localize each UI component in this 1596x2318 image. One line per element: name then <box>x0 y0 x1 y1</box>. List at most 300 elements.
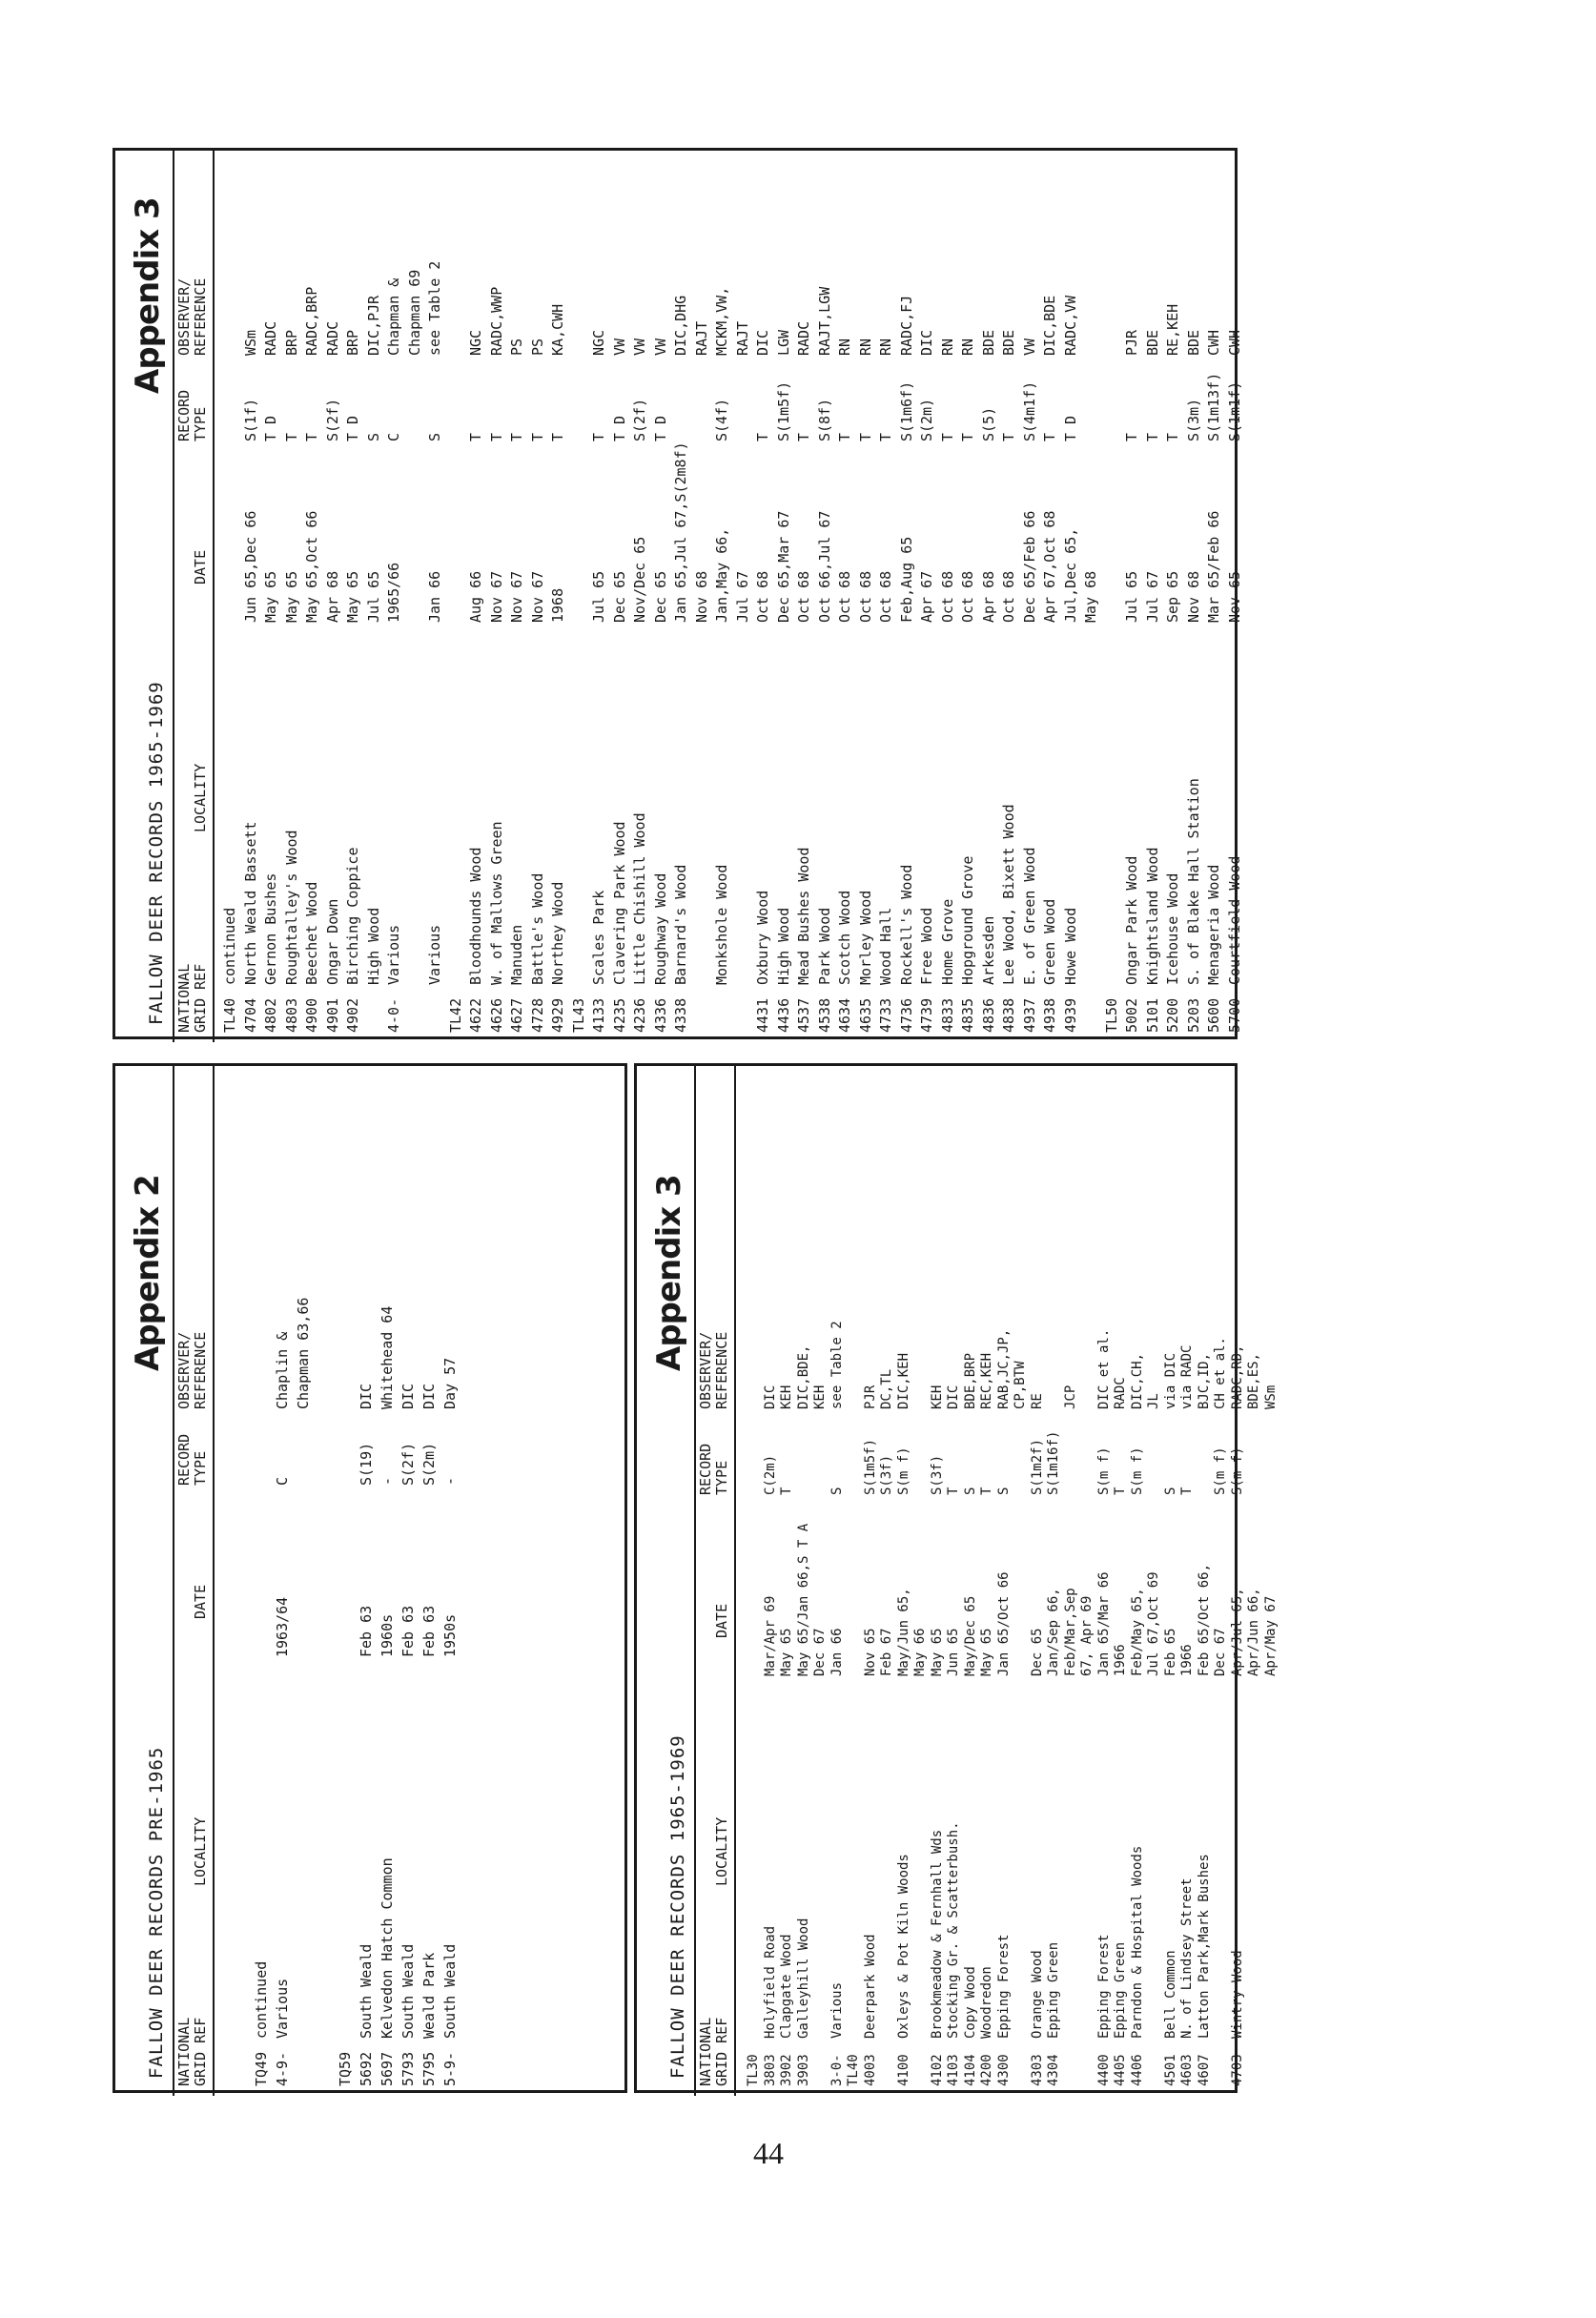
type-cell: S(m f) <box>1229 1446 1245 1495</box>
grid-cell: 5697 <box>379 2051 396 2086</box>
grid-cell: 4627 <box>508 997 525 1033</box>
grid-cell: TL50 <box>1102 997 1120 1033</box>
date-cell: Dec 65 <box>651 570 669 623</box>
type-cell: T <box>467 432 484 441</box>
record-type-header <box>176 390 209 441</box>
locality-cell: Gernon Bushes <box>262 872 279 985</box>
obs-cell: DIC,PJR <box>364 295 382 356</box>
locality-cell: E. of Green Wood <box>1020 847 1038 985</box>
date-cell: Jul,Dec 65, <box>1061 527 1079 623</box>
obs-cell: RADC,VW <box>1061 295 1079 356</box>
record-type-header <box>698 1444 730 1495</box>
date-cell: Feb,Aug 65 <box>897 536 915 623</box>
type-cell: T <box>795 432 812 441</box>
locality-cell: Courtfield Wood <box>1225 855 1243 985</box>
grid-cell: 4703 <box>1229 2054 1245 2086</box>
grid-cell: 4736 <box>897 997 915 1033</box>
locality-cell: Hopground Grove <box>959 855 976 985</box>
grid-ref-header <box>176 2018 209 2086</box>
date-cell: Jul 65 <box>1123 570 1140 623</box>
type-cell: S(1m13f) <box>1205 372 1222 441</box>
obs-cell: BDE <box>1143 329 1161 356</box>
grid-cell: 4634 <box>836 997 853 1033</box>
appendix-heading: Appendix 2 <box>129 1175 167 1371</box>
table-title: FALLOW DEER RECORDS 1965-1969 <box>146 681 167 1025</box>
type-cell: T <box>282 432 300 441</box>
locality-cell: Northey Wood <box>549 881 566 985</box>
table-title: FALLOW DEER RECORDS PRE-1965 <box>146 1746 167 2079</box>
obs-cell: DIC <box>358 1383 375 1409</box>
obs-cell: RN <box>836 338 853 356</box>
type-cell: C <box>385 432 402 441</box>
type-cell: S <box>995 1487 1012 1495</box>
appendix-3-table-panel-right <box>113 148 1243 1039</box>
grid-cell: 4405 <box>1113 2054 1128 2086</box>
grid-cell: 4200 <box>979 2054 994 2086</box>
obs-cell: BDE,ES, <box>1246 1352 1261 1409</box>
type-cell: T <box>1041 432 1058 441</box>
type-cell: S(2m) <box>918 398 935 441</box>
appendix-2-table-panel <box>113 1063 627 2093</box>
type-cell: T <box>1123 432 1140 441</box>
obs-cell: BDE <box>1000 329 1017 356</box>
locality-cell: Kelvedon Hatch Common <box>379 1857 396 2039</box>
grid-ref-header-line: NATIONAL <box>175 963 193 1033</box>
grid-cell: 3-0- <box>829 2054 845 2086</box>
grid-cell: 3902 <box>779 2054 794 2086</box>
date-cell: Feb/Mar,Sep <box>1062 1588 1078 1676</box>
locality-cell: Arkesden <box>979 915 997 985</box>
appendix-3-table-panel-left <box>634 1063 1279 2093</box>
locality-cell: Wood Hall <box>877 907 894 985</box>
obs-cell: VW <box>651 338 669 356</box>
observer-header <box>176 278 209 356</box>
obs-cell: DIC <box>946 1385 961 1409</box>
grid-cell: 4-0- <box>385 997 402 1033</box>
date-cell: Jul 67 <box>733 570 751 623</box>
locality-cell: Orange Wood <box>1029 1950 1045 2039</box>
type-cell: T D <box>344 415 361 441</box>
grid-cell: 4836 <box>979 997 997 1033</box>
type-cell: S(1m5f) <box>862 1438 878 1495</box>
obs-cell: DIC,DHG <box>672 295 689 356</box>
obs-cell: DIC,KEH <box>895 1352 911 1409</box>
type-cell: S(1m5f) <box>774 380 792 441</box>
obs-cell: RADC <box>323 320 341 356</box>
grid-cell: TL42 <box>446 997 464 1033</box>
grid-cell: 4728 <box>528 997 546 1033</box>
grid-ref-header-line: GRID REF <box>192 2017 209 2086</box>
type-cell: S(3m) <box>1184 398 1202 441</box>
date-cell: Jan,May 66, <box>713 527 730 623</box>
type-cell: S <box>1162 1487 1178 1495</box>
locality-cell: High Wood <box>774 907 792 985</box>
date-cell: Nov 67 <box>508 570 525 623</box>
date-cell: Jul 65 <box>364 570 382 623</box>
column-header-row <box>173 1066 215 2096</box>
type-cell: S(2f) <box>399 1442 417 1486</box>
locality-cell: continued <box>221 907 238 985</box>
date-cell: May/Jun 65, <box>895 1588 911 1676</box>
locality-cell: Epping Forest <box>1095 1934 1112 2039</box>
rotated-table <box>115 1066 630 2096</box>
obs-cell: RAB,JC,JP, <box>995 1328 1012 1409</box>
date-cell: Jun 65,Dec 66 <box>241 510 259 623</box>
date-cell: Dec 67 <box>812 1628 828 1676</box>
grid-cell: 4431 <box>754 997 771 1033</box>
type-cell: T <box>779 1487 794 1495</box>
grid-cell: 4900 <box>303 997 320 1033</box>
type-cell: S(1m6f) <box>897 380 915 441</box>
record-type-header-line: TYPE <box>192 406 209 441</box>
grid-cell: 4304 <box>1046 2054 1061 2086</box>
obs-cell: Chapman & <box>385 277 402 356</box>
type-cell: T D <box>651 415 669 441</box>
locality-cell: Roughway Wood <box>651 872 669 985</box>
type-cell: T <box>754 432 771 441</box>
locality-cell: Stocking Gr. & Scatterbush. <box>946 1821 961 2039</box>
locality-cell: Monkshole Wood <box>713 864 730 985</box>
obs-cell: DIC <box>399 1383 417 1409</box>
date-cell: Apr 68 <box>979 570 997 623</box>
locality-cell: Icehouse Wood <box>1164 872 1181 985</box>
locality-cell: Galleyhill Wood <box>795 1918 811 2039</box>
grid-cell: 4338 <box>672 997 689 1033</box>
locality-cell: Rockell's Wood <box>897 864 915 985</box>
date-cell: Jan 66 <box>426 570 443 623</box>
date-cell: 1960s <box>379 1613 396 1657</box>
grid-cell: TL40 <box>846 2054 861 2086</box>
grid-cell: 4622 <box>467 997 484 1033</box>
grid-cell: 4406 <box>1129 2054 1145 2086</box>
type-cell: S(m f) <box>1129 1446 1145 1495</box>
grid-cell: 4901 <box>323 997 341 1033</box>
type-cell: T <box>1000 432 1017 441</box>
type-cell: S(1f) <box>241 398 259 441</box>
type-cell: S(m f) <box>1095 1446 1112 1495</box>
observer-header-line: REFERENCE <box>192 1331 209 1409</box>
obs-cell: JL <box>1146 1393 1161 1409</box>
date-cell: Feb 65/Oct 66, <box>1196 1563 1212 1676</box>
obs-cell: NGC <box>467 329 484 356</box>
date-header: DATE <box>192 549 209 585</box>
type-cell: T <box>508 432 525 441</box>
locality-cell: S. of Blake Hall Station <box>1184 778 1202 985</box>
date-cell: Mar 65/Feb 66 <box>1205 510 1222 623</box>
locality-cell: Woodredon <box>979 1966 994 2039</box>
obs-cell: RADC <box>1113 1377 1128 1409</box>
grid-ref-header-line: NATIONAL <box>697 2017 714 2086</box>
date-cell: Jan 66 <box>829 1628 845 1676</box>
date-cell: Feb 63 <box>399 1605 417 1657</box>
type-cell: S <box>426 432 443 441</box>
date-cell: Nov 68 <box>1184 570 1202 623</box>
type-cell: S(3f) <box>879 1454 894 1495</box>
grid-cell: TL43 <box>569 997 587 1033</box>
type-cell: T <box>856 432 874 441</box>
obs-cell: via RADC <box>1179 1344 1195 1409</box>
grid-cell: 4-9- <box>274 2051 291 2086</box>
grid-ref-header-line: GRID REF <box>713 2017 730 2086</box>
locality-cell: Little Chishill Wood <box>631 812 648 985</box>
obs-cell: DIC <box>420 1383 438 1409</box>
locality-cell: Oxleys & Pot Kiln Woods <box>895 1854 911 2039</box>
grid-ref-header <box>176 964 209 1033</box>
date-cell: Jan 65/Oct 66 <box>995 1571 1012 1676</box>
locality-cell: Bell Common <box>1162 1950 1178 2039</box>
locality-cell: Various <box>274 1978 291 2039</box>
grid-cell: 4100 <box>895 2054 911 2086</box>
grid-ref-header-line: NATIONAL <box>175 2017 193 2086</box>
grid-cell: 5795 <box>420 2051 438 2086</box>
date-cell: Nov 67 <box>528 570 546 623</box>
date-cell: Oct 68 <box>795 570 812 623</box>
obs-cell: RAJT,LGW <box>815 286 833 356</box>
grid-cell: 4501 <box>1162 2054 1178 2086</box>
grid-cell: 4929 <box>549 997 566 1033</box>
obs-cell: RN <box>877 338 894 356</box>
date-cell: Dec 67 <box>1213 1628 1228 1676</box>
type-cell: T D <box>610 415 628 441</box>
obs-cell: CWH <box>1225 329 1243 356</box>
date-cell: 1965/66 <box>385 562 402 623</box>
date-cell: Apr/Jun 66, <box>1246 1588 1261 1676</box>
grid-cell: 4733 <box>877 997 894 1033</box>
obs-cell: RN <box>959 338 976 356</box>
type-cell: T <box>549 432 566 441</box>
obs-cell: PS <box>508 338 525 356</box>
locality-cell: Beechet Wood <box>303 881 320 985</box>
type-cell: S(2f) <box>631 398 648 441</box>
obs-cell: RADC,FJ <box>897 295 915 356</box>
grid-cell: 4607 <box>1196 2054 1212 2086</box>
obs-cell: CH et al. <box>1213 1337 1228 1409</box>
grid-cell: 5200 <box>1164 997 1181 1033</box>
date-cell: May 66 <box>912 1628 928 1676</box>
grid-cell: 4436 <box>774 997 792 1033</box>
date-cell: May/Dec 65 <box>962 1595 978 1676</box>
date-cell: 1963/64 <box>274 1596 291 1657</box>
date-cell: May 65,Oct 66 <box>303 510 320 623</box>
type-cell: S(1m1f) <box>1225 380 1243 441</box>
locality-cell: Epping Forest <box>995 1934 1012 2039</box>
type-cell: T <box>1179 1487 1195 1495</box>
date-cell: Oct 66,Jul 67 <box>815 510 833 623</box>
locality-cell: Knightsland Wood <box>1143 847 1161 985</box>
date-cell: Apr 67 <box>918 570 935 623</box>
obs-cell: CWH <box>1205 329 1222 356</box>
locality-cell: High Wood <box>364 907 382 985</box>
observer-header <box>176 1332 209 1409</box>
type-cell: T <box>528 432 546 441</box>
locality-cell: Howe Wood <box>1061 907 1079 985</box>
grid-cell: 4938 <box>1041 997 1058 1033</box>
type-cell: - <box>379 1476 396 1486</box>
locality-cell: continued <box>253 1960 270 2039</box>
locality-header: LOCALITY <box>713 1816 730 1886</box>
record-type-header-line: RECORD <box>697 1443 714 1495</box>
grid-cell: 5101 <box>1143 997 1161 1033</box>
observer-header-line: REFERENCE <box>192 277 209 356</box>
locality-cell: Brookmeadow & Fernhall Wds <box>929 1829 945 2039</box>
date-cell: Aug 66 <box>467 570 484 623</box>
date-cell: Apr/May 67 <box>1262 1595 1279 1676</box>
obs-cell: KEH <box>929 1385 945 1409</box>
grid-cell: 4336 <box>651 997 669 1033</box>
locality-cell: Latton Park,Mark Bushes <box>1196 1854 1212 2039</box>
grid-cell: 4803 <box>282 997 300 1033</box>
grid-ref-header-line: GRID REF <box>192 963 209 1033</box>
date-cell: Feb 67 <box>879 1628 894 1676</box>
date-cell: Feb/May 65, <box>1129 1588 1145 1676</box>
obs-cell: RE <box>1029 1393 1045 1409</box>
table-title-row <box>637 1066 696 2096</box>
appendix-heading: Appendix 3 <box>129 197 167 394</box>
obs-cell: RAJT <box>733 320 751 356</box>
grid-cell: 5793 <box>399 2051 417 2086</box>
obs-cell: MCKM,VW, <box>713 286 730 356</box>
locality-cell: Bloodhounds Wood <box>467 847 484 985</box>
type-cell: T <box>590 432 607 441</box>
grid-cell: TL30 <box>746 2054 761 2086</box>
appendix-heading: Appendix 3 <box>650 1175 688 1371</box>
type-cell: S <box>829 1487 845 1495</box>
date-cell: Nov/Dec 65 <box>631 536 648 623</box>
obs-cell: DIC <box>762 1385 778 1409</box>
obs-cell: Day 57 <box>441 1357 459 1409</box>
date-cell: Oct 68 <box>938 570 956 623</box>
obs-cell: VW <box>1020 338 1038 356</box>
grid-cell: 4104 <box>962 2054 978 2086</box>
locality-cell: Wintry Wood <box>1229 1950 1245 2039</box>
grid-cell: 5203 <box>1184 997 1202 1033</box>
obs-cell: Chapman 69 <box>405 269 423 356</box>
date-cell: Oct 68 <box>877 570 894 623</box>
obs-cell: Chapman 63,66 <box>295 1297 312 1409</box>
locality-cell: Deerpark Wood <box>862 1934 878 2039</box>
date-cell: Apr/Jul 65, <box>1229 1588 1245 1676</box>
locality-cell: Scotch Wood <box>836 890 853 985</box>
date-cell: May 65/Jan 66,S T A <box>795 1523 811 1676</box>
locality-cell: Holyfield Road <box>762 1925 778 2039</box>
date-cell: Feb 63 <box>420 1605 438 1657</box>
type-cell: C <box>274 1476 291 1486</box>
date-cell: 1966 <box>1113 1644 1128 1676</box>
observer-header-line: OBSERVER/ <box>175 1331 193 1409</box>
date-cell: Jan/Sep 66, <box>1046 1588 1061 1676</box>
grid-cell: 4235 <box>610 997 628 1033</box>
obs-cell: RADC,BRP <box>303 286 320 356</box>
locality-cell: South Weald <box>358 1943 375 2039</box>
grid-cell: 4003 <box>862 2054 878 2086</box>
record-type-header-line: RECORD <box>175 1433 193 1486</box>
date-cell: Oct 68 <box>959 570 976 623</box>
locality-cell: Battle's Wood <box>528 872 546 985</box>
record-type-header-line: TYPE <box>713 1460 730 1495</box>
rotated-table <box>637 1066 1279 2096</box>
grid-cell: 4103 <box>946 2054 961 2086</box>
grid-cell: 4400 <box>1095 2054 1112 2086</box>
date-cell: Jul 65 <box>590 570 607 623</box>
observer-header-line: OBSERVER/ <box>697 1331 714 1409</box>
grid-cell: TL40 <box>221 997 238 1033</box>
record-type-header <box>176 1434 209 1486</box>
locality-header: LOCALITY <box>192 1816 209 1886</box>
type-cell: S(2m) <box>420 1442 438 1486</box>
date-cell: Dec 65,Mar 67 <box>774 510 792 623</box>
grid-cell: 5600 <box>1205 997 1222 1033</box>
obs-cell: CP,BTW <box>1013 1361 1028 1409</box>
locality-header: LOCALITY <box>192 763 209 832</box>
grid-cell: 4939 <box>1061 997 1079 1033</box>
grid-cell: 4236 <box>631 997 648 1033</box>
obs-cell: REC,KEH <box>979 1352 994 1409</box>
locality-cell: Free Wood <box>918 907 935 985</box>
obs-cell: DIC <box>918 329 935 356</box>
obs-cell: Chaplin & <box>274 1331 291 1409</box>
date-cell: Dec 65/Feb 66 <box>1020 510 1038 623</box>
obs-cell: JCP <box>1062 1385 1078 1409</box>
type-cell: S(1m16f) <box>1046 1430 1061 1495</box>
obs-cell: PJR <box>1123 329 1140 356</box>
locality-cell: Epping Green <box>1113 1941 1128 2039</box>
locality-cell: Weald Park <box>420 1952 438 2039</box>
date-cell: Sep 65 <box>1164 570 1181 623</box>
observer-header-line: REFERENCE <box>713 1331 730 1409</box>
locality-cell: Home Grove <box>938 898 956 985</box>
date-cell: May 65 <box>979 1628 994 1676</box>
locality-cell: Barnard's Wood <box>672 864 689 985</box>
grid-cell: 4704 <box>241 997 259 1033</box>
date-cell: May 65 <box>344 570 361 623</box>
type-cell: S <box>364 432 382 441</box>
type-cell: T D <box>1061 415 1079 441</box>
locality-cell: Birching Coppice <box>344 847 361 985</box>
locality-cell: Lee Wood, Bixett Wood <box>1000 804 1017 985</box>
grid-cell: 4102 <box>929 2054 945 2086</box>
type-cell: T <box>877 432 894 441</box>
grid-cell: 4133 <box>590 997 607 1033</box>
locality-cell: Morley Wood <box>856 890 874 985</box>
obs-cell: see Table 2 <box>426 260 443 356</box>
date-header: DATE <box>192 1584 209 1619</box>
obs-cell: DIC et al. <box>1095 1328 1112 1409</box>
date-header: DATE <box>713 1603 730 1638</box>
grid-cell: 4626 <box>487 997 505 1033</box>
date-cell: Dec 65 <box>610 570 628 623</box>
locality-cell: South Weald <box>441 1943 459 2039</box>
grid-cell: 3803 <box>762 2054 778 2086</box>
obs-cell: RADC,WWP <box>487 286 505 356</box>
grid-cell: 4838 <box>1000 997 1017 1033</box>
date-cell: 1968 <box>549 587 566 623</box>
obs-cell: BRP <box>344 329 361 356</box>
obs-cell: RADC <box>262 320 279 356</box>
locality-cell: Roughtalley's Wood <box>282 830 300 985</box>
locality-cell: Various <box>426 924 443 985</box>
grid-cell: 4303 <box>1029 2054 1045 2086</box>
type-cell: S(19) <box>358 1442 375 1486</box>
obs-cell: RN <box>938 338 956 356</box>
obs-cell: DIC,BDE <box>1041 295 1058 356</box>
type-cell: - <box>441 1476 459 1486</box>
date-cell: Jun 65 <box>946 1628 961 1676</box>
type-cell: S(8f) <box>815 398 833 441</box>
obs-cell: KA,CWH <box>549 303 566 356</box>
date-cell: Nov 68 <box>692 570 710 623</box>
date-cell: Nov 65 <box>862 1628 878 1676</box>
grid-cell: 4835 <box>959 997 976 1033</box>
